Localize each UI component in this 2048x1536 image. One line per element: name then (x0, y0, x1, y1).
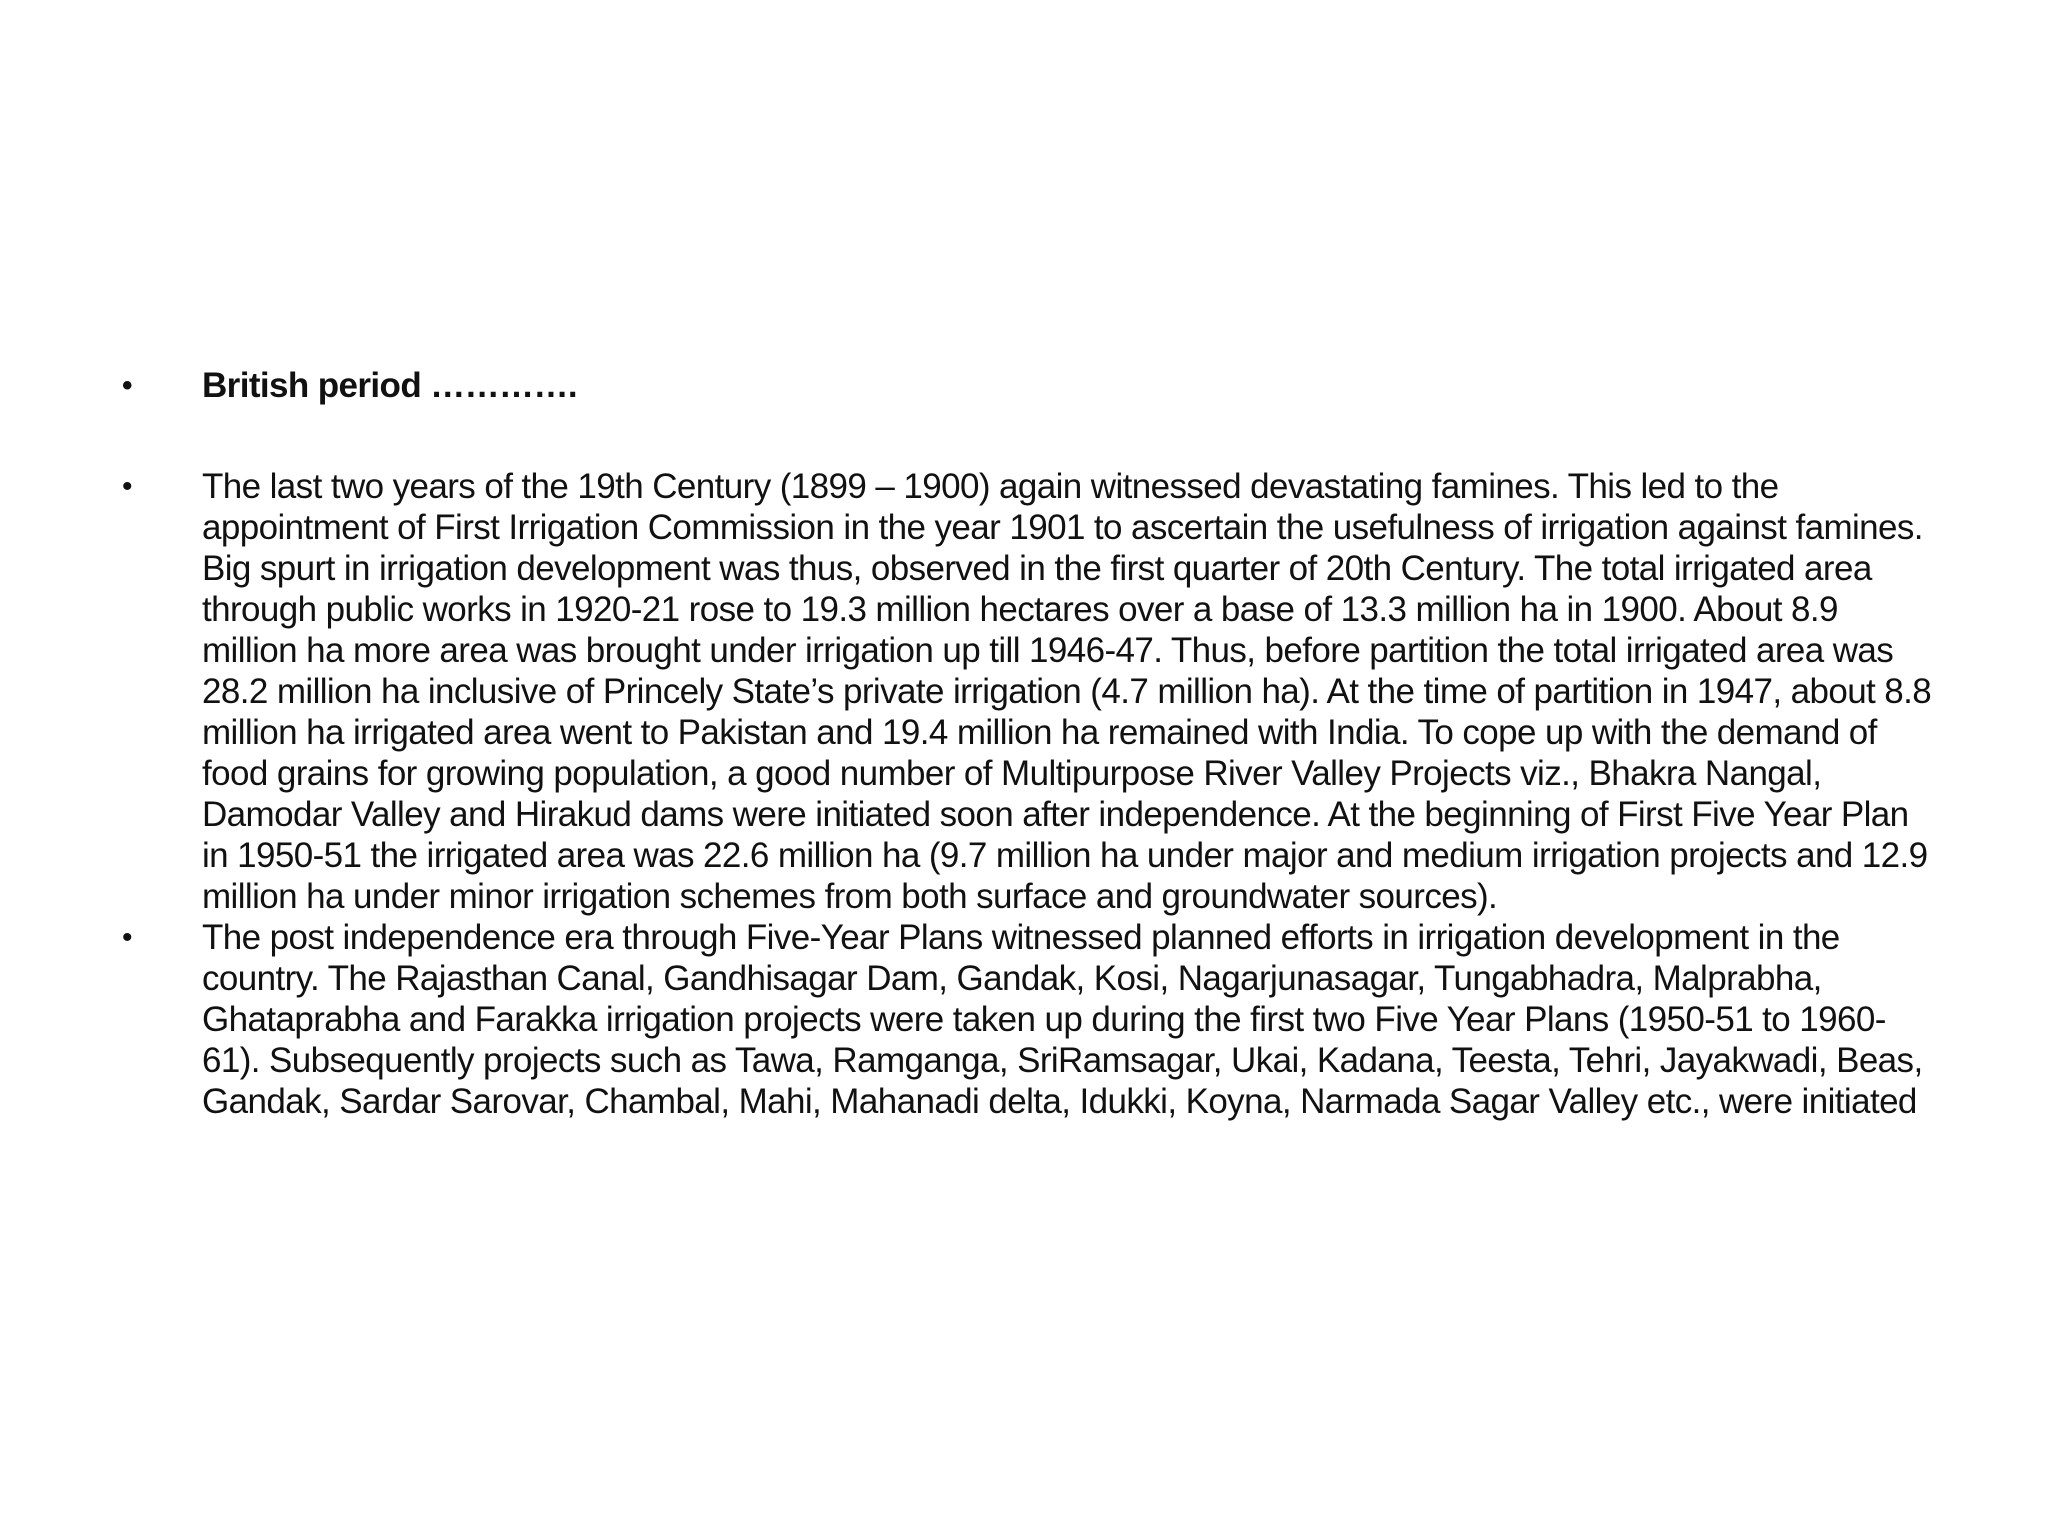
bullet-dot-icon: • (122, 921, 132, 954)
bullet-heading-text: British period …………. (202, 366, 577, 405)
bullet-dot-icon: • (122, 470, 132, 503)
bullet-paragraph-text: The last two years of the 19th Century (1899 – 1900) again witnessed devastating famines. This led to the appointment of First Irrigation Commission in the year 1901 to ascertain the usefulness of irrigation against famines. Big spurt in irrigation development was thus, observed in the first quarter of 20th Century. The total irrigated area through public works in 1920-21 rose to 19.3 million hectares over a base of 13.3 million ha in 1900. About 8.9 million ha more area was brought under irrigation up till 1946-47. Thus, before partition the total irrigated area was 28.2 million ha inclusive of Princely State’s private irrigation (4.7 million ha). At the time of partition in 1947, about 8.8 million ha irrigated area went to Pakistan and 19.4 million ha remained with India. To cope up with the demand of food grains for growing population, a good number of Multipurpose River Valley Projects viz., Bhakra Nangal, Damodar Valley and Hirakud dams were initiated soon after independence. At the beginning of First Five Year Plan in 1950-51 the irrigated area was 22.6 million ha (9.7 million ha under major and medium irrigation projects and 12.9 million ha under minor irrigation schemes from both surface and groundwater sources). (202, 467, 1932, 916)
bullet-list (120, 365, 1940, 1122)
bullet-item-famines-paragraph (120, 466, 1940, 917)
bullet-paragraph-text: The post independence era through Five-Year Plans witnessed planned efforts in irrigation development in the country. The Rajasthan Canal, Gandhisagar Dam, Gandak, Kosi, Nagarjunasagar, Tungabhadra, Malprabha, Ghataprabha and Farakka irrigation projects were taken up during the first two Five Year Plans (1950-51 to 1960-61). Subsequently projects such as Tawa, Ramganga, SriRamsagar, Ukai, Kadana, Teesta, Tehri, Jayakwadi, Beas, Gandak, Sardar Sarovar, Chambal, Mahi, Mahanadi delta, Idukki, Koyna, Narmada Sagar Valley etc., were initiated (202, 918, 1923, 1121)
bullet-dot-icon: • (122, 369, 132, 402)
bullet-item-british-period (120, 365, 1940, 406)
bullet-item-post-independence-paragraph (120, 917, 1940, 1122)
